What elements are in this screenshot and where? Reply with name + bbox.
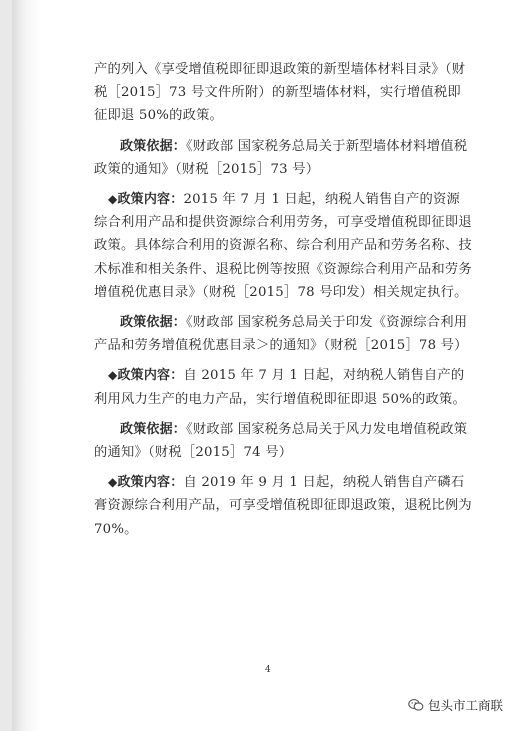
policy-basis-label: 政策依据： <box>120 421 187 437</box>
policy-basis-text: 《财政部 国家税务总局关于新型墙体材料增值税政策的通知》（财税［2015］73 号） <box>94 138 468 177</box>
policy-content-paragraph <box>94 188 472 304</box>
watermark-text: 包头市工商联 <box>428 698 504 713</box>
policy-basis-label: 政策依据： <box>120 315 187 331</box>
wechat-official-account-icon <box>408 698 424 712</box>
paragraph-text: 产的列入《享受增值税即征即退政策的新型墙体材料目录》（财税［2015］73 号文件所附）的新型墙体材料，实行增值税即征即退 50%的政策。 <box>94 62 466 124</box>
policy-content-text: 自 2019 年 9 月 1 日起，纳税人销售自产磷石膏资源综合利用产品，可享受增值税即征即退政策，退税比例为 70%。 <box>94 475 472 537</box>
policy-content-paragraph <box>94 471 472 541</box>
policy-content-text: 2015 年 7 月 1 日起，纳税人销售自产的资源综合利用产品和提供资源综合利用劳务，可享受增值税即征即退政策。具体综合利用的资源名称、综合利用产品和劳务名称、技术标准和相关条件、退税比例等按照《资源综合利用产品和劳务增值税优惠目录》（财税［2015］78 号印发）相关规定执行。 <box>94 192 472 300</box>
policy-basis-paragraph <box>94 135 472 181</box>
policy-basis-text: 《财政部 国家税务总局关于印发《资源综合利用产品和劳务增值税优惠目录＞的通知》（财税［2015］78 号） <box>94 315 468 354</box>
page-number: 4 <box>265 665 271 675</box>
policy-content-paragraph <box>94 364 472 410</box>
policy-basis-label: 政策依据： <box>120 138 187 154</box>
diamond-bullet-icon: ◆ <box>108 368 118 383</box>
diamond-bullet-icon: ◆ <box>108 475 118 490</box>
policy-basis-paragraph <box>94 311 472 357</box>
policy-basis-paragraph <box>94 418 472 464</box>
policy-content-text: 自 2015 年 7 月 1 日起，对纳税人销售自产的利用风力生产的电力产品，实行增值税即征即退 50%的政策。 <box>94 368 467 407</box>
policy-basis-text: 《财政部 国家税务总局关于风力发电增值税政策的通知》（财税［2015］74 号） <box>94 421 468 461</box>
document-body <box>94 58 472 541</box>
diamond-bullet-icon: ◆ <box>108 192 118 207</box>
document-page <box>12 0 526 731</box>
policy-content-label: 政策内容： <box>117 475 184 491</box>
policy-content-label: 政策内容： <box>117 192 184 208</box>
policy-content-label: 政策内容： <box>117 368 184 384</box>
watermark <box>408 697 503 713</box>
paragraph-continuation <box>94 58 472 128</box>
